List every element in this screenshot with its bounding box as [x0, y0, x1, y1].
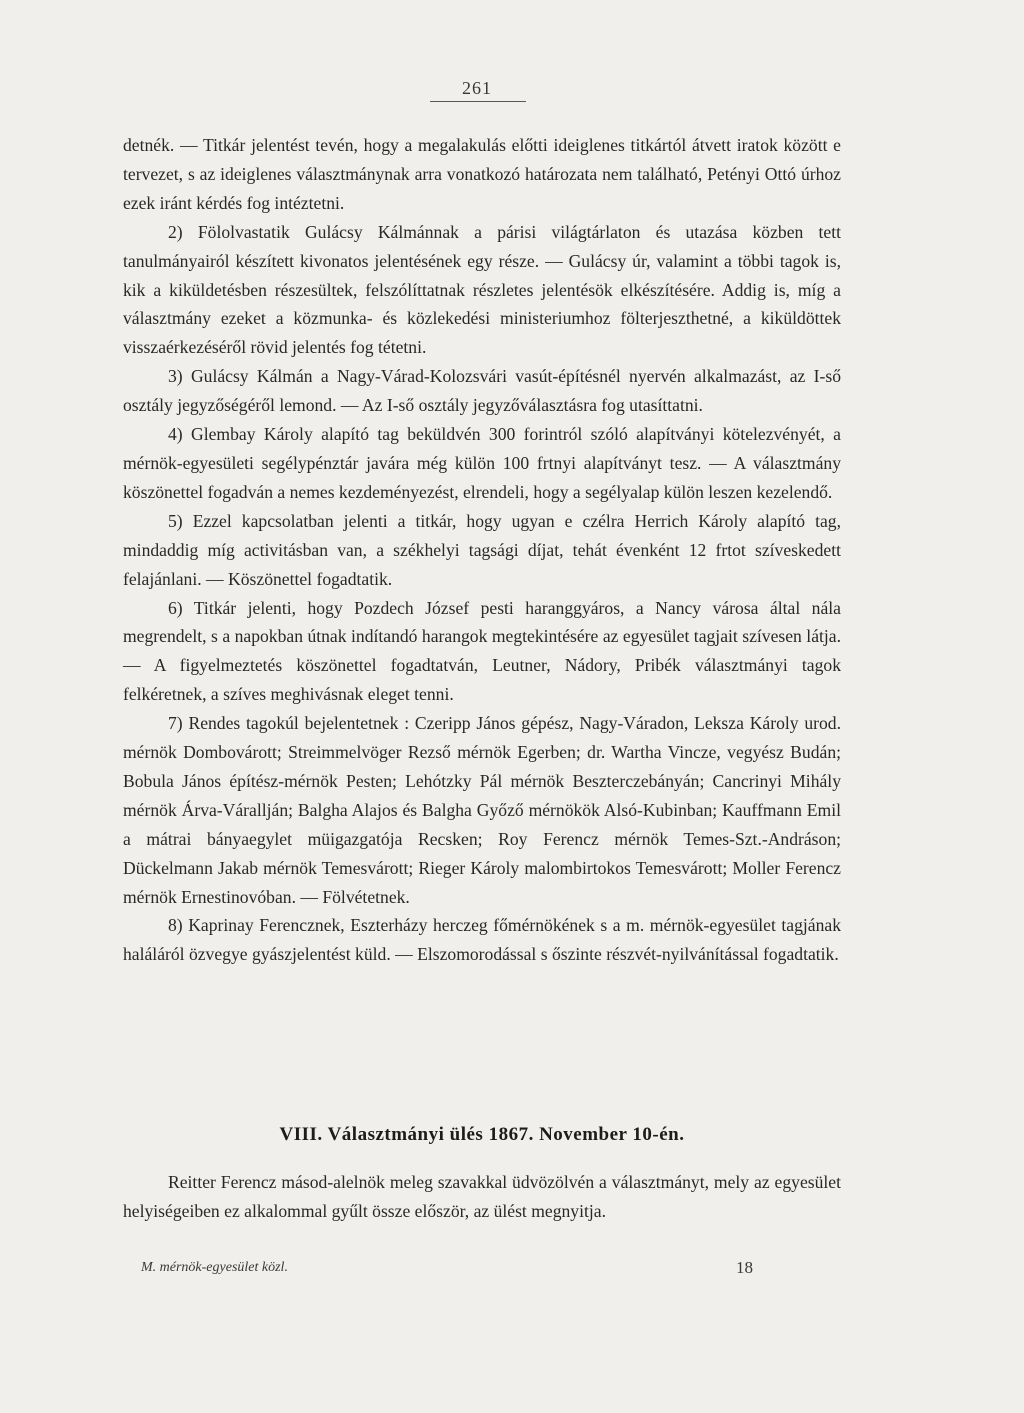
paragraph-item-2: 2) Fölolvastatik Gulácsy Kálmánnak a párisi világtárlaton és utazása közben tett tanulmányairól készített kivonatos jelentésének egy része. — Gulácsy úr, valamint a többi tagok is, kik a kiküldetésben részesültek, felszólíttatnak részletes jelentésök elkészítésére. Addig is, míg a választmány ezeket a közmunka- és közlekedési ministeriumhoz fölterjeszthetné, a kiküldöttek visszaérkezéséről rövid jelentés fog tétetni. [123, 221, 841, 358]
footer-journal-name: M. mérnök-egyesület közl. [141, 1260, 288, 1275]
section-heading: VIII. Választmányi ülés 1867. November 10-én. [279, 1124, 685, 1145]
body-text [123, 131, 841, 969]
footer-signature-mark: 18 [736, 1258, 753, 1277]
paragraph-item-7: 7) Rendes tagokúl bejelentetnek : Czeripp János gépész, Nagy-Váradon, Leksza Károly urod. mérnök Dombovárott; Streimmelvöger Rezső mérnök Egerben; dr. Wartha Vincze, vegyész Budán; Bobula János építész-mérnök Pesten; Lehótzky Pál mérnök Beszterczebányán; Cancrinyi Mihály mérnök Árva-Várallján; Balgha Alajos és Balgha Győző mérnökök Alsó-Kubinban; Kauffmann Emil a mátrai bányaegylet müigazgatója Recsken; Roy Ferencz mérnök Temes-Szt.-Andráson; Dückelmann Jakab mérnök Temesvárott; Rieger Károly malombirtokos Temesvárott; Moller Ferencz mérnök Ernestinovóban. — Fölvétetnek. [123, 713, 841, 907]
paragraph-continuation: detnék. — Titkár jelentést tevén, hogy a megalakulás előtti ideiglenes titkártól átvett iratok között e tervezet, s az ideiglenes választmánynak arra vonatkozó határozata nem található, Petényi Ottó úrhoz ezek iránt kérdés fog intéztetni. [123, 135, 841, 213]
paragraph-item-3: 3) Gulácsy Kálmán a Nagy-Várad-Kolozsvári vasút-építésnél nyervén alkalmazást, az I-ső osztály jegyzőségéről lemond. — Az I-ső osztály jegyzőválasztásra fog utasíttatni. [123, 366, 841, 416]
section-body [123, 1168, 841, 1226]
header-rule [430, 101, 526, 102]
paragraph-opening: Reitter Ferencz másod-alelnök meleg szavakkal üdvözölvén a választmányt, mely az egyesület helyiségeiben ez alkalommal gyűlt össze először, az ülést megnyitja. [123, 1172, 841, 1221]
paragraph-item-4: 4) Glembay Károly alapító tag beküldvén 300 forintról szóló alapítványi kötelezvényét, a mérnök-egyesületi segélypénztár javára még külön 100 frtnyi alapítványt tesz. — A választmány köszönettel fogadván a nemes kezdeményezést, elrendeli, hogy a segélyalap külön leszen kezelendő. [123, 424, 841, 502]
paragraph-item-8: 8) Kaprinay Ferencznek, Eszterházy herczeg főmérnökének s a m. mérnök-egyesület tagjának haláláról özvegye gyászjelentést küld. — Elszomorodással s őszinte részvét-nyilvánítással fogadtatik. [123, 915, 841, 965]
page-number: 261 [462, 78, 492, 98]
page-footer [123, 1258, 841, 1282]
paragraph-item-5: 5) Ezzel kapcsolatban jelenti a titkár, hogy ugyan e czélra Herrich Károly alapító tag, mindaddig míg activitásban van, a székhelyi tagsági díjat, tehát évenként 12 frtot szíveskedett felajánlani. — Köszönettel fogadtatik. [123, 510, 841, 589]
paragraph-item-6: 6) Titkár jelenti, hogy Pozdech József pesti haranggyáros, a Nancy városa által nála megrendelt, s a napokban útnak indítandó harangok megtekintésére az egyesület tagjait szívesen látja. — A figyelmeztetés köszönettel fogadtatván, Leutner, Nádory, Pribék választmányi tagok felkéretnek, a szíves meghivásnak eleget tenni. [123, 597, 841, 705]
